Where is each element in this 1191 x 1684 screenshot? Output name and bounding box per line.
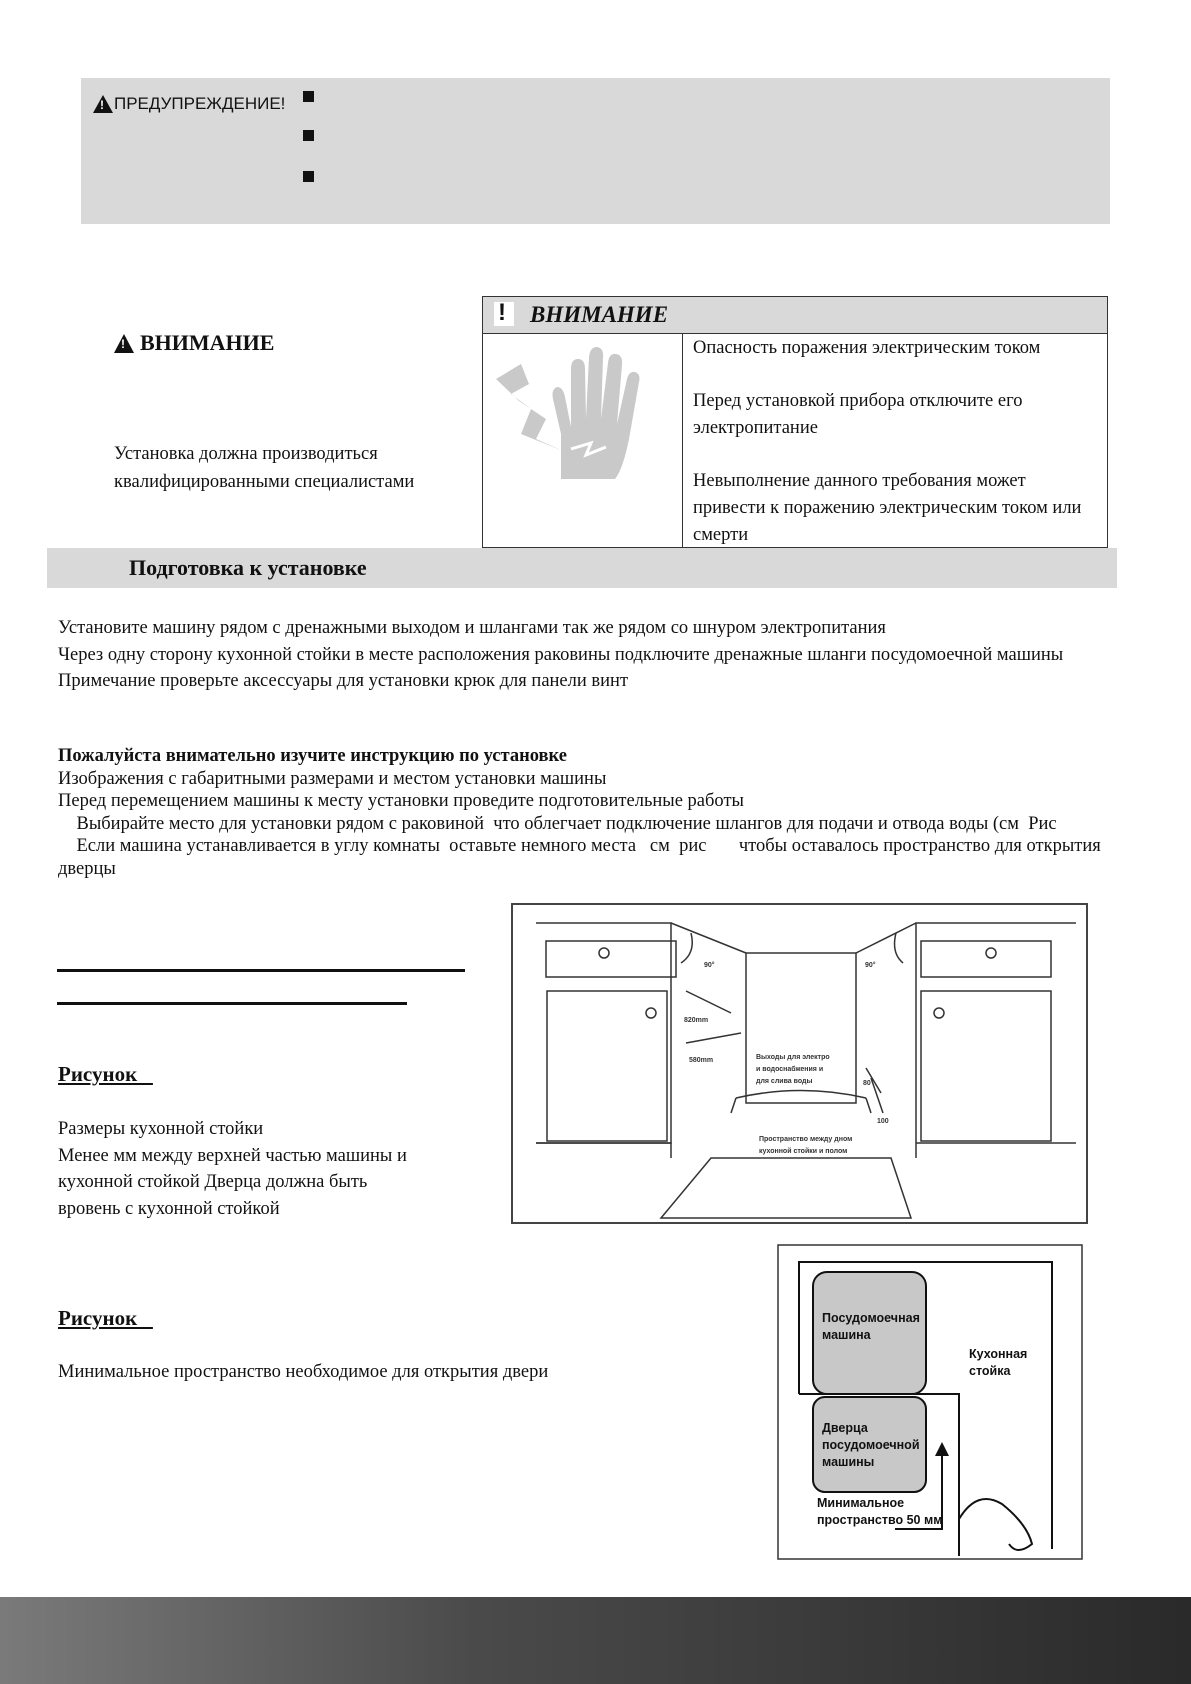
figure-1-line-3: кухонной стойкой Дверца должна быть — [58, 1172, 368, 1192]
attention-heading-text: ВНИМАНИЕ — [140, 330, 275, 355]
machine-label — [822, 1310, 920, 1344]
shock-text-3: Невыполнение данного требования может привести к поражению электрическим током или смерти — [693, 471, 1082, 545]
small-dim-2: 100 — [877, 1118, 889, 1125]
outlets-label-3: для слива воды — [756, 1078, 813, 1085]
installation-note — [114, 440, 414, 496]
figure-1-label: Рисунок — [58, 1062, 153, 1086]
electric-shock-box-divider — [682, 334, 683, 547]
electric-shock-box-header — [483, 297, 1107, 334]
instructions-line-2: Перед перемещением машины к месту установки проведите подготовительные работы — [58, 791, 744, 811]
shock-text-1: Опасность поражения электрическим током — [693, 338, 1041, 358]
door-clearance-diagram — [777, 1244, 1083, 1560]
space-label-1: Пространство между дном — [759, 1136, 853, 1143]
attention-heading — [114, 330, 274, 356]
cabinet-dimensions-drawing — [511, 903, 1088, 1224]
counter-label-line-2: стойка — [969, 1364, 1011, 1378]
angle-right-label: 90° — [865, 962, 876, 969]
counter-label — [969, 1346, 1027, 1380]
height-dim-label: 820mm — [684, 1017, 709, 1024]
cabinet-dimensions-diagram — [511, 903, 1088, 1224]
electric-shock-box-text — [693, 335, 1098, 575]
figure-1-line-1: Размеры кухонной стойки — [58, 1119, 264, 1139]
door-label-line-2: посудомоечной — [822, 1438, 920, 1452]
instructions-line-4: Если машина устанавливается в углу комнаты оставьте немного места см рис чтобы оставалось пространство для открытия дверцы — [58, 836, 1106, 879]
installation-note-line-1: Установка должна производиться — [114, 444, 378, 464]
figure-2-label: Рисунок — [58, 1306, 153, 1330]
exclamation-icon — [494, 302, 514, 326]
instructions-text — [58, 745, 1118, 880]
warning-title — [93, 94, 285, 114]
door-label — [822, 1420, 920, 1471]
warning-bullet-2 — [303, 130, 314, 141]
min-space-label — [817, 1495, 942, 1529]
min-space-line-2: пространство 50 мм — [817, 1513, 943, 1527]
door-label-line-1: Дверца — [822, 1421, 868, 1435]
machine-label-line-1: Посудомоечная — [822, 1311, 920, 1325]
instructions-line-3: Выбирайте место для установки рядом с раковиной что облегчает подключение шлангов для подачи и отвода воды (см Рис — [58, 813, 1057, 834]
min-space-line-1: Минимальное — [817, 1496, 905, 1510]
preparation-line-2: Через одну сторону кухонной стойки в месте расположения раковины подключите дренажные шланги посудомоечной машины — [58, 644, 1064, 665]
divider-line-1 — [57, 969, 465, 972]
warning-icon — [93, 95, 113, 113]
figure-1-caption — [58, 1116, 407, 1222]
warning-title-text: ПРЕДУПРЕЖДЕНИЕ! — [114, 94, 286, 113]
attention-icon — [114, 334, 134, 353]
footer-band — [0, 1597, 1191, 1684]
shock-text-2: Перед установкой прибора отключите его электропитание — [693, 391, 1023, 438]
shock-hand-icon — [491, 339, 671, 489]
installation-note-line-2: квалифицированными специалистами — [114, 472, 415, 492]
width-dim-label: 580mm — [689, 1057, 714, 1064]
divider-line-2 — [57, 1002, 407, 1005]
small-dim-1: 80 — [863, 1080, 871, 1087]
instructions-bold: Пожалуйста внимательно изучите инструкцию по установке — [58, 746, 567, 766]
counter-label-line-1: Кухонная — [969, 1347, 1028, 1361]
figure-1-line-4: вровень с кухонной стойкой — [58, 1198, 280, 1219]
preparation-line-3: Примечание проверьте аксессуары для установки крюк для панели винт — [58, 671, 629, 691]
outlets-label-2: и водоснабжения и — [756, 1066, 824, 1073]
figure-1-line-2: Менее мм между верхней частью машины и — [58, 1145, 407, 1166]
warning-bullet-1 — [303, 91, 314, 102]
electric-shock-box-title: ВНИМАНИЕ — [530, 302, 669, 327]
preparation-line-1: Установите машину рядом с дренажными выходом и шлангами так же рядом со шнуром электропитания — [58, 618, 886, 638]
outlets-label-1: Выходы для электро — [756, 1054, 830, 1061]
preparation-text — [58, 615, 1118, 695]
electric-shock-box — [482, 296, 1108, 548]
space-label-2: кухонной стойки и полом — [759, 1148, 848, 1155]
door-label-line-3: машины — [822, 1455, 875, 1469]
section-header — [47, 548, 1117, 588]
figure-2-caption: Минимальное пространство необходимое для открытия двери — [58, 1362, 549, 1382]
instructions-line-1: Изображения с габаритными размерами и местом установки машины — [58, 768, 607, 789]
warning-bullet-3 — [303, 171, 314, 182]
machine-label-line-2: машина — [822, 1328, 871, 1342]
angle-left-label: 90° — [704, 962, 715, 969]
section-title: Подготовка к установке — [129, 555, 367, 580]
